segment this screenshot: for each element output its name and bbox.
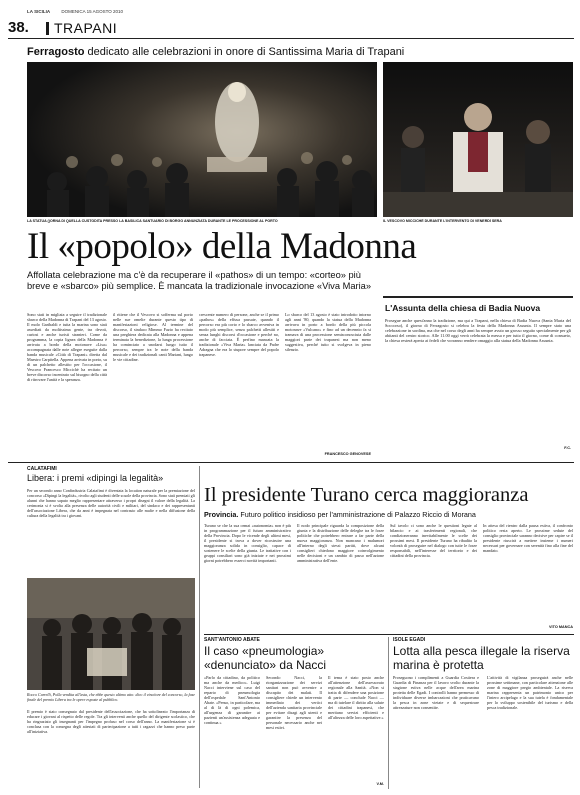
issue-date: DOMENICA 15 AGOSTO 2010 <box>61 9 124 14</box>
bishop-photo <box>383 62 573 217</box>
nacci-col2: Secondo Nacci, la riorganizzazione dei servizi sanitari non può avvenire a discapito dei malati. Il consigliere chiede un intervento immediato dei vertici dell'azienda sanitaria provinciale per evitare disagi agli utenti e garantire la presenza del personale necessario anche nei mesi estivi. <box>266 675 322 730</box>
award-photo-image <box>27 578 195 690</box>
procession-photo <box>27 62 377 217</box>
main-headline: Il «popolo» della Madonna <box>27 226 417 267</box>
egadi-story <box>393 637 573 789</box>
egadi-col2: L'attività di vigilanza proseguirà anche nelle prossime settimane, con particolare attenzione alle zone di maggiore pregio ambientale. La riserva marina rappresenta un patrimonio unico per l'intero arcipelago e la sua tutela è fondamentale per lo sviluppo sostenibile del turismo e della pesca tradizionale. <box>487 675 573 710</box>
nacci-col3: Il tema è stato posto anche all'attenzione dell'assessorato regionale alla Sanità. «Non si tratta di difendere una posizione di parte — conclude Nacci — ma di tutelare il diritto alla salute dei cittadini trapanesi, che meritano servizi efficienti e all'altezza delle loro aspettative.» <box>328 675 384 720</box>
turano-deck-text: Futuro politico insidioso per l'amministrazione di Palazzo Riccio di Morana <box>238 510 476 519</box>
section-title: TRAPANI <box>54 20 118 36</box>
turano-headline: Il presidente Turano cerca maggioranza <box>204 484 529 506</box>
left-headline: Libera: i premi «dipingi la legalità» <box>27 473 164 483</box>
turano-deck <box>204 510 574 519</box>
page-number: 38. <box>8 19 29 36</box>
left-location: CALATAFIMI <box>27 466 57 472</box>
sidebar-title: L'Assunta della chiesa di Badia Nuova <box>385 303 541 313</box>
turano-col1: Turano se che la sua ormai «autonomia» non è più in programmazione per il futuro amministrativo della Provincia. Dopo le vicende degli ultimi mesi, il presidente si trova a dover ricostruire una maggioranza solida in consiglio, capace di sostenere le scelte della giunta. Le trattative con i gruppi consiliari sono già iniziate e nei prossimi giorni potrebbero esserci novità importanti. <box>204 523 291 563</box>
award-photo <box>27 578 195 690</box>
nacci-col1: «Parlo da cittadino, da politico ma anche da medico». Luigi Nacci interviene sul caso del reparto di pneumologia dell'ospedale Sant'Antonio Abate. «Penso, in particolare, ma al di là di ogni polemica, all'urgenza di garantire ai pazienti un'assistenza adeguata e continua.» <box>204 675 260 725</box>
section-bar <box>46 22 49 35</box>
egadi-headline: Lotta alla pesca illegale la riserva marina è protetta <box>393 644 570 672</box>
nacci-headline: Il caso «pneumologia» «denunciato» da Nacci <box>204 644 327 672</box>
bishop-photo-image <box>383 62 573 217</box>
nacci-byline: V.M. <box>376 782 384 786</box>
bishop-photo-caption: IL VESCOVO MICCICHÈ DURANTE L'INTERVENTO DI VENERDÌ SERA <box>383 219 502 223</box>
header-rule <box>8 38 574 39</box>
section-divider-2 <box>204 634 574 635</box>
turano-deck-label: Provincia. <box>204 510 239 519</box>
vertical-divider-2 <box>388 637 389 789</box>
sidebar-body: Prosegue anche quest'anno la tradizione, ma qui a Trapani, nella chiesa di Badia Nuova (Santa Maria del Soccorso), il giorno di Ferragosto si celebra la festa della Madonna Assunta. Il sempre stato una celebrazione in sordina, ma che nel corso degli anni ha sempre avuto un grosso seguito specialmente per gli abitanti del centro storico. Alle 11.00 oggi verrà celebrata la messa e per tutto il giorno, come di consueto, la chiesa resterà aperta ai fedeli che vorranno rendere omaggio alla statua della Madonna Assunta. <box>385 318 571 343</box>
egadi-location: ISOLE EGADI <box>393 637 426 643</box>
procession-photo-image <box>27 62 377 217</box>
left-column-story <box>27 466 195 788</box>
kicker: Ferragosto <box>27 46 85 58</box>
main-deck: Affollata celebrazione ma c'è da recuperare il «pathos» di un tempo: «corteo» più breve e «sbarco» più semplice. È mancata la tradizionale invocazione «Viva Maria» <box>27 270 372 291</box>
kicker-rest: dedicato alle celebrazioni in onore di Santissima Maria di Trapani <box>84 46 405 58</box>
left-body-2: Il premio è stato consegnato dal presidente dell'associazione, che ha sottolineato l'importanza di educare i giovani al rispetto delle regole. Tra gli interventi anche quello del dirigente scolastico, che ha ringraziato gli insegnanti per l'impegno profuso nel corso dell'anno. La manifestazione si è conclusa con la consegna degli attestati di partecipazione a tutti i ragazzi che hanno preso parte all'iniziativa. <box>27 709 195 734</box>
turano-col2: Il nodo principale riguarda la composizione della giunta e la distribuzione delle deleghe tra le forze politiche che potrebbero entrare a far parte della nuova maggioranza. Non mancano i malumori all'interno degli stessi partiti, dove alcuni consiglieri chiedono maggiore coinvolgimento nelle decisioni e un cambio di passo nell'azione amministrativa dell'ente. <box>297 523 384 563</box>
turano-col3: Sul tavolo ci sono anche le questioni legate al bilancio e ai trasferimenti regionali, che condizioneranno inevitabilmente le scelte dei prossimi mesi. Il presidente Turano ha ribadito la volontà di proseguire nel dialogo con tutte le forze responsabili, nell'interesse del territorio e dei cittadini della provincia. <box>390 523 477 558</box>
egadi-col1: Proseguono i complimenti a Guardia Costiera e Guardia di Finanza per il lavoro svolto durante la stagione estiva nelle acque dell'area marina protetta delle Egadi. I controlli hanno permesso di individuare diverse imbarcazioni che praticavano la pesca in zone vietate e di sequestrare attrezzature non consentite. <box>393 675 479 710</box>
sidebar-box <box>383 296 573 456</box>
story-body-col4: Lo sbarco del 13 agosto è stato introdotto intorno agli anni '80, quando la statua della Madonna arrivava in porto a bordo della più piccola motonave «Vulcano» e fino ad un decennio fa si tramava di una processione semisconosciuta dalle maggiori parte dei trapanesi ma non meno suggestiva, perché tutto si svolgeva in pieno silenzio. <box>285 312 371 352</box>
story-body-col3: crescente numero di persone, anche se il primo «pathos» della effusa passate, quando il percorso era più corto e lo sbarco avveniva in modo più semplice, senza palchetti allestiti e senza lunghi discorsi d'occasione e perché no, anche di facciata. È perfino mancata la tradizionale «Viva Maria» lanciata da Padre Adragna che era lo stupore sempre del popolo trapanese. <box>199 312 279 357</box>
left-body: Per un secondo anno Confindustria Calatafimi è diventata la location naturale per la premiazione del concorso «Dipingi la legalità», rivolto agli studenti delle scuole della provincia. Sono stati premiati gli alunni che hanno saputo meglio rappresentare attraverso i propri disegni il valore della legalità. La cerimonia si è svolta alla presenza delle autorità civili e militari, del sindaco e dei rappresentanti dell'associazione Libera, che da anni è impegnata nel contrasto alle mafie e nella diffusione della cultura della legalità tra i giovani. <box>27 488 195 518</box>
award-photo-caption: Rocco Carrelli, Polla vendita all'asta, che ebbe questo ultimo atto: dico il vincitore del concorso, la fase finale del premio Libera tra le opere esposte al pubblico. <box>27 692 195 702</box>
nacci-story <box>204 637 384 789</box>
story-body-col2: il ritiene che il Vescovo si sofferma sul porto nelle sue omelie durante questo tipo di manifestazioni religiose. Al termine del discorso, il sindaco Mimmo Fazio ha recitato una preghiera dedicata alla Madonna e appena terminata la benedizione, la lunga processione ha cominciato a snodarsi lungo tutto il percorso, sempre tra le note della banda musicale e dei tradizionali canti Mariani, lungo le vie cittadine. <box>113 312 193 362</box>
story-body-col1: Sono stati in migliaia a seguire il tradizionale sbarco della Madonna di Trapani del 13 agosto. Il molo Garibaldi e tutta la marina sono stati assediati da moltissima gente, tra devoti, curiosi e anche turisti stranieri. Come da programma, la copia lignea della Madonna è arrivata a bordo della motonave «Lisa» accompagnata dalle note allegre eseguite dalla banda musicale «Città di Trapani» diretta dal Maestro Carpitella. Appena arrivata in porto, su di un palchetto allestito per l'occasione, il Vescovo Francesco Miccichè ha recitato un breve discorso incentrato sul bisogno della città di ritrovare l'unità e la speranza. <box>27 312 107 382</box>
top-story-byline: FRANCESCO GENOVESE <box>324 452 371 456</box>
top-kicker-headline <box>27 46 573 59</box>
nacci-location: SANT'ANTONIO ABATE <box>204 637 260 643</box>
masthead-strip <box>27 8 573 16</box>
vertical-divider <box>199 466 200 788</box>
paper-name: LA SICILIA <box>27 9 51 14</box>
sidebar-initials: F.C. <box>564 446 571 450</box>
section-divider-1 <box>8 462 574 463</box>
turano-col4: In attesa del rientro dalla pausa estiva, il confronto politico resta aperto. Le prossime sedute del consiglio provinciale saranno decisive per capire se il presidente riuscirà a mettere insieme i numeri necessari per governare con serenità fino alla fine del mandato. <box>483 523 573 553</box>
procession-photo-caption: LA STATUA ()ORNA DI QUELLA CUSTODITA PRESSO LA BASILICA SANTUARIO DI BORGO ANNUNZIATA DURANTE LE PROCESSIONE AL PORTO <box>27 219 278 223</box>
turano-byline: VITO MANCA <box>549 625 573 629</box>
